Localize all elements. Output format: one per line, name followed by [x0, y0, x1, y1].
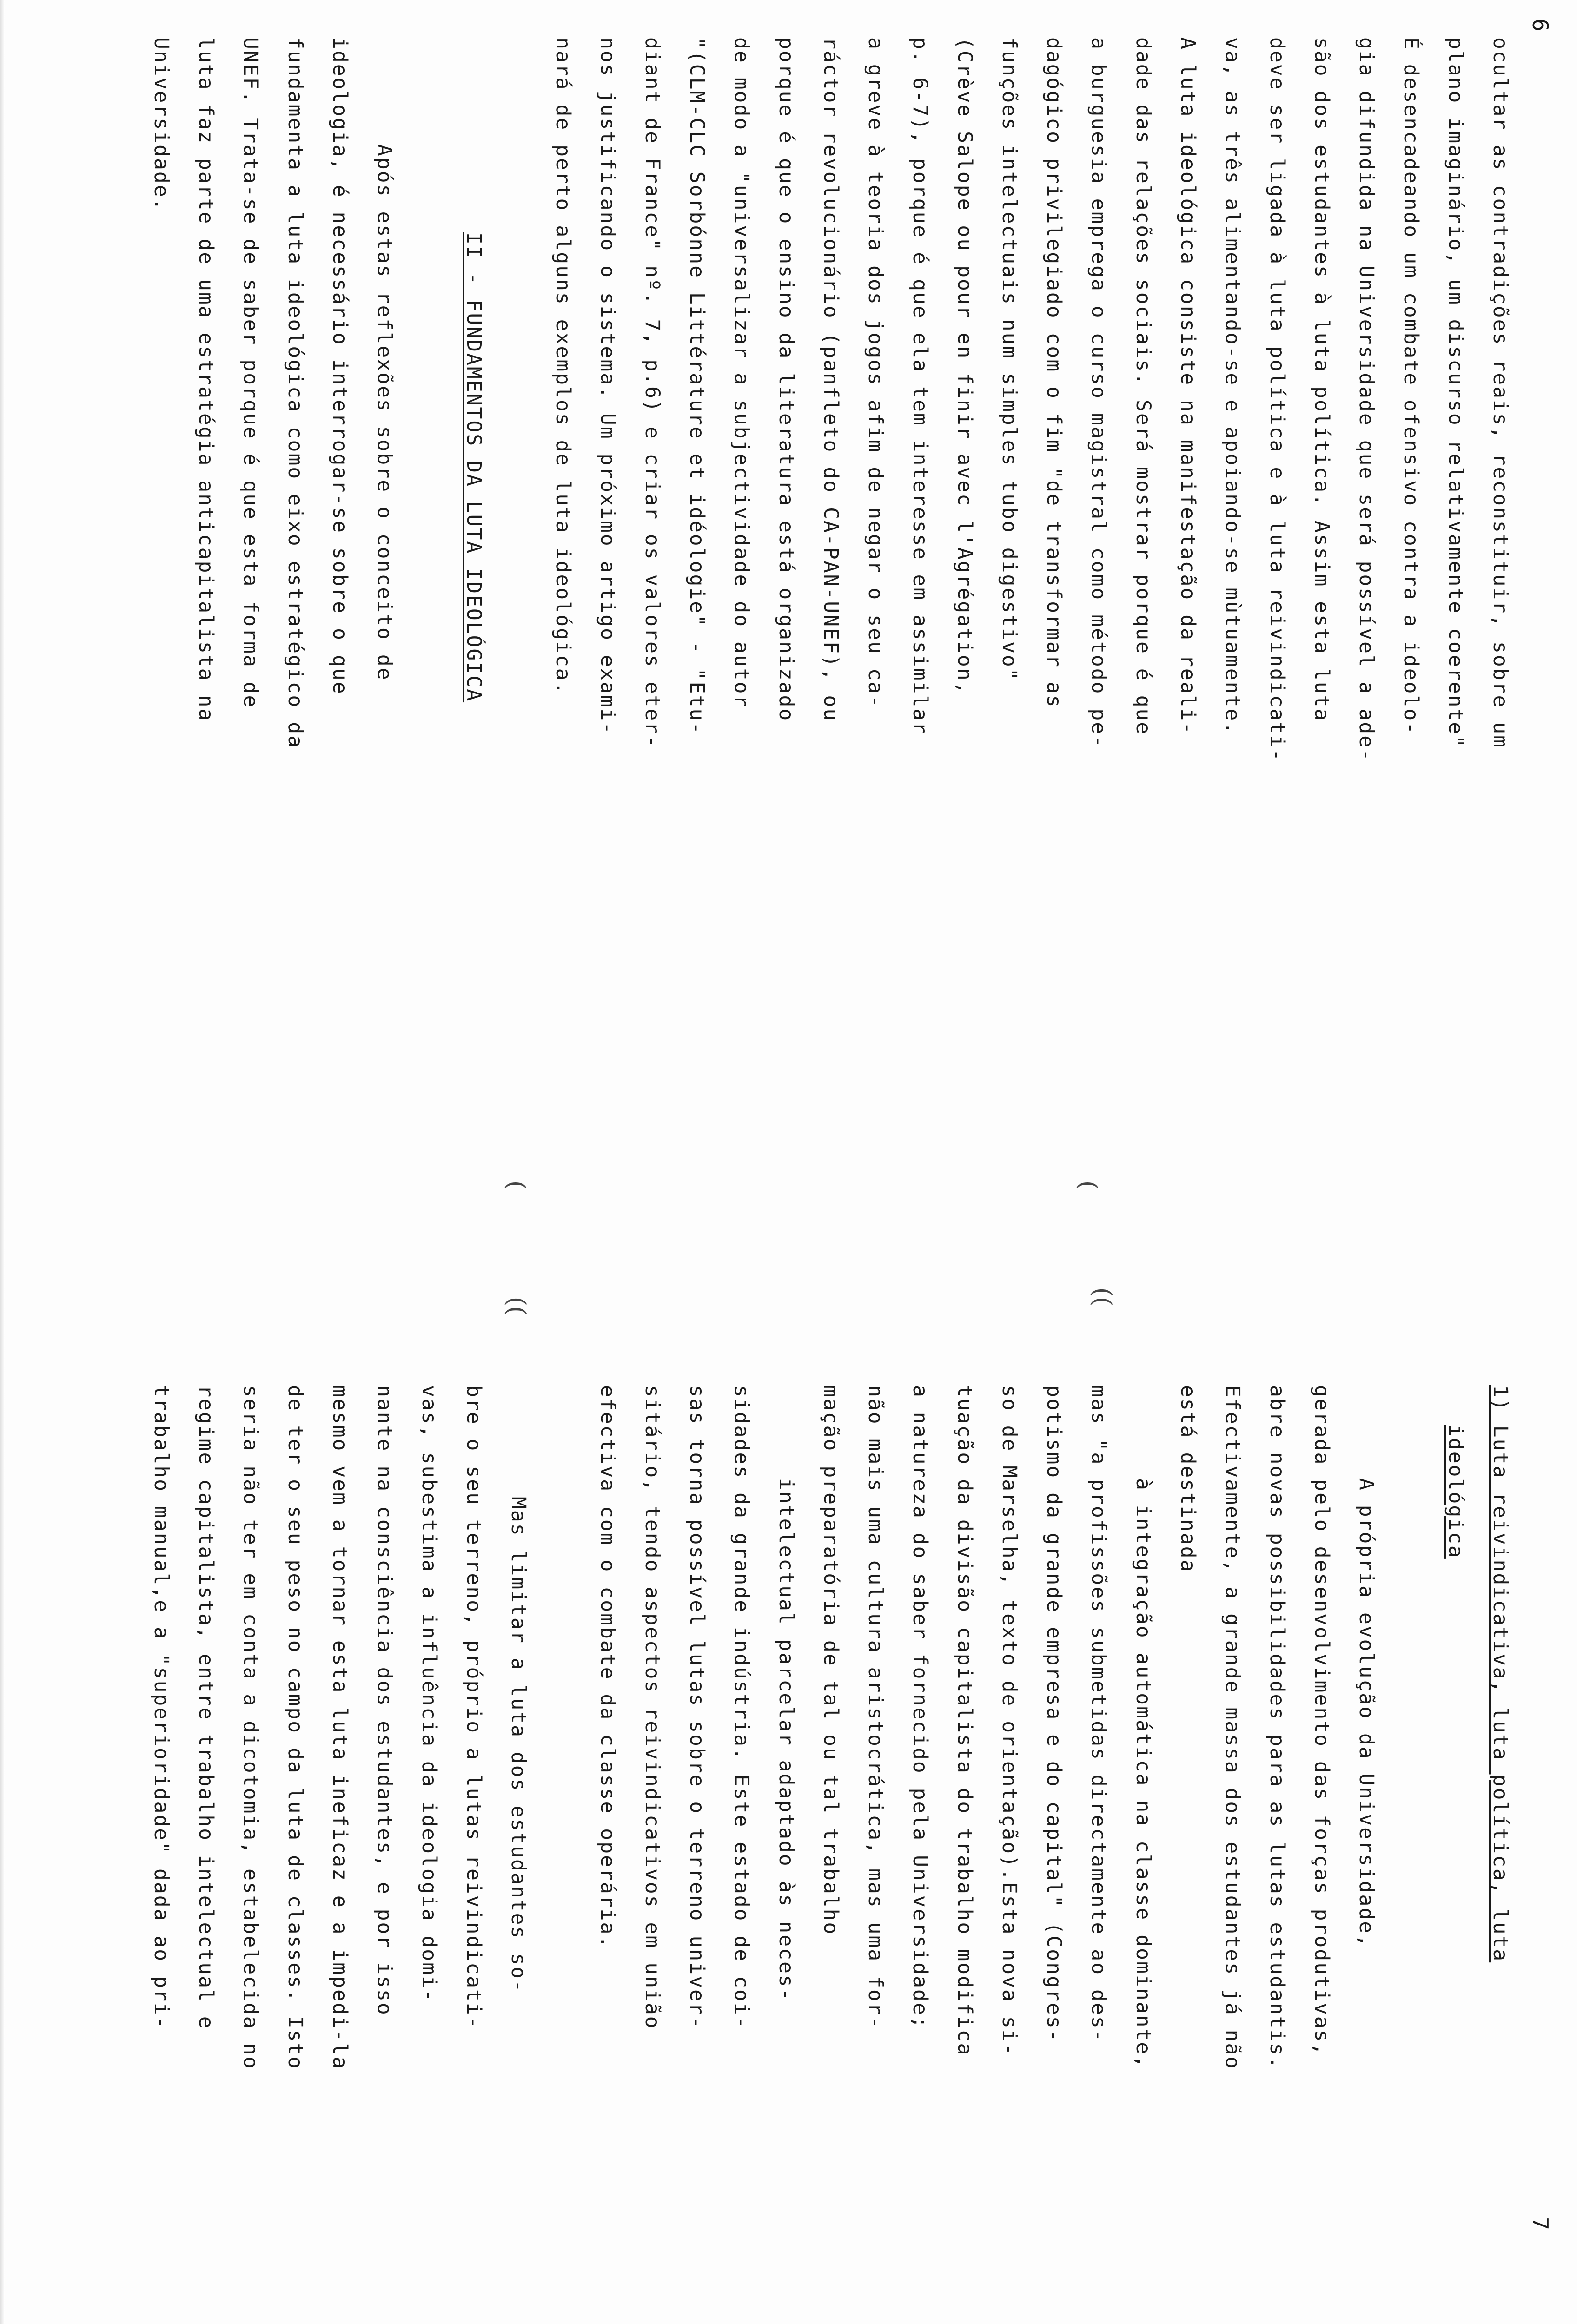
text-line: ideologia, é necessário interrogar-se sobre o que	[328, 37, 351, 695]
text-line: regime capitalista, entre trabalho intelectual e	[194, 1385, 218, 2030]
text-line: nará de perto alguns exemplos de luta ideológica.	[551, 37, 575, 695]
text-line	[496, 37, 541, 1134]
page-6-column	[139, 37, 1523, 1134]
text-line: nos justificando o sistema. Um próximo artigo exami-	[596, 37, 619, 736]
paragraph-start: Mas limitar a luta dos estudantes so-	[507, 1497, 530, 1994]
text-line: ocultar as contradições reais, reconstituir, sobre um	[1489, 37, 1512, 749]
text-line: plano imaginário, um discurso relativamente coerente"	[1444, 37, 1467, 749]
text-line: Efectivamente, a grande massa dos estudantes já não	[1221, 1385, 1244, 2070]
text-line: de ter o seu peso no campo da luta de classes. Isto	[284, 1385, 307, 2070]
text-line: mas "a profissões submetidas directamente ao des-	[1087, 1385, 1110, 2043]
text-line: sitário, tendo aspectos reivindicativos em união	[641, 1385, 664, 2030]
page-number-right: 7	[1528, 2217, 1553, 2230]
text-line: ráctor revolucionário (panfleto do CA-PAN-UNEF), ou	[819, 37, 842, 722]
paragraph-start: A própria evolução da Universidade,	[1355, 1478, 1378, 1948]
text-line: tuação da divisão capitalista do trabalho modifica	[953, 1385, 976, 2057]
text-line: UNEF. Trata-se de saber porque é que esta forma de	[239, 37, 262, 709]
text-line: Universidade.	[150, 37, 173, 212]
section-heading: 1) Luta reivindicativa, luta política, luta	[1489, 1385, 1512, 1963]
text-line: A luta ideológica consiste na manifestação da reali-	[1176, 37, 1199, 736]
text-line: dagógico privilegiado com o fim "de transformar as	[1042, 37, 1066, 709]
text-line: diant de France" nº. 7, p.6) e criar os valores eter-	[641, 37, 664, 749]
smudge-mark: ((	[502, 1296, 530, 1316]
text-line: mação preparatória de tal ou tal trabalho	[819, 1385, 842, 1936]
text-line: fundamenta a luta ideológica como eixo estratégico da	[284, 37, 307, 749]
text-line: não mais uma cultura aristocrática, mas uma for-	[864, 1385, 887, 2030]
text-line: efectiva com o combate da classe operária.	[596, 1385, 619, 1949]
smudge-mark: (	[502, 1180, 530, 1190]
text-line: deve ser ligada à luta política e à luta reivindicati-	[1266, 37, 1289, 762]
text-line: p. 6-7), porque é que ela tem interesse em assimilar	[908, 37, 932, 736]
section-heading-continued: ideológica	[1444, 1425, 1467, 1559]
text-line: está destinada	[1176, 1385, 1199, 1573]
text-line: à integração automática na classe dominante,	[1132, 1478, 1155, 2069]
text-line: bre o seu terreno, próprio a lutas reivindicati-	[462, 1385, 485, 2030]
scan-edge-shadow	[0, 0, 5, 2324]
text-line: intelectual parcelar adaptado às neces-	[775, 1478, 798, 2002]
text-line: luta faz parte de uma estratégia anticapitalista na	[194, 37, 218, 722]
section-heading: II - FUNDAMENTOS DA LUTA IDEOLÓGICA	[462, 232, 485, 703]
text-line: trabalho manual,e a "superioridade" dada ao pri-	[150, 1385, 173, 2030]
text-line: (Crève Salope ou pour en finir avec l'Agrégation,	[953, 37, 976, 695]
smudge-mark: ((	[1088, 1287, 1116, 1307]
text-line: de modo a "universalizar a subjectividade do autor	[730, 37, 753, 709]
text-line: so de Marselha, texto de orientação).Esta nova si-	[998, 1385, 1021, 2057]
text-line: seria não ter em conta a dicotomia, estabelecida no	[239, 1385, 262, 2070]
text-line	[541, 1385, 585, 2324]
text-line: porque é que o ensino da literatura está organizado	[775, 37, 798, 722]
text-line: mesmo vem a tornar esta luta ineficaz e a impedi-la	[328, 1385, 351, 2070]
text-line: "(CLM-CLC Sorbónne Littérature et idéologie" - "Etu-	[685, 37, 709, 736]
page-7-column	[139, 1385, 1523, 2324]
text-line: gia difundida na Universidade que será possível a ade-	[1355, 37, 1378, 762]
text-line: sas torna possível lutas sobre o terreno univer-	[685, 1385, 709, 2030]
text-line	[1389, 1385, 1433, 2324]
text-line	[407, 37, 451, 1134]
text-line: dade das relações sociais. Será mostrar porque é que	[1132, 37, 1155, 736]
text-line: são dos estudantes à luta política. Assim esta luta	[1310, 37, 1333, 722]
text-line: nante na consciência dos estudantes, e por isso	[373, 1385, 396, 2016]
text-line: funções intelectuais num simples tubo digestivo"	[998, 37, 1021, 682]
text-line: potismo da grande empresa e do capital" (Congres-	[1042, 1385, 1066, 2043]
text-line: a natureza do saber fornecido pela Universidade;	[908, 1385, 932, 2030]
text-line: É desencadeando um combate ofensivo contra a ideolo-	[1399, 37, 1423, 736]
text-line: sidades da grande indústria. Este estado de coi-	[730, 1385, 753, 2030]
text-line: vas, subestima a influência da ideologia domi-	[417, 1385, 441, 2003]
paragraph-start: Após estas reflexões sobre o conceito de	[373, 144, 396, 681]
smudge-mark: (	[1074, 1180, 1102, 1190]
text-line: abre novas possibilidades para as lutas estudantis.	[1266, 1385, 1289, 2070]
text-line: a burguesia emprega o curso magistral como método pe-	[1087, 37, 1110, 749]
text-line: va, as três alimentando-se e apoiando-se mùtuamente.	[1221, 37, 1244, 736]
text-line: a greve à teoria dos jogos afim de negar o seu ca-	[864, 37, 887, 709]
page-number-left: 6	[1528, 19, 1553, 32]
text-line: gerada pelo desenvolvimento das forças produtivas,	[1310, 1385, 1333, 2057]
